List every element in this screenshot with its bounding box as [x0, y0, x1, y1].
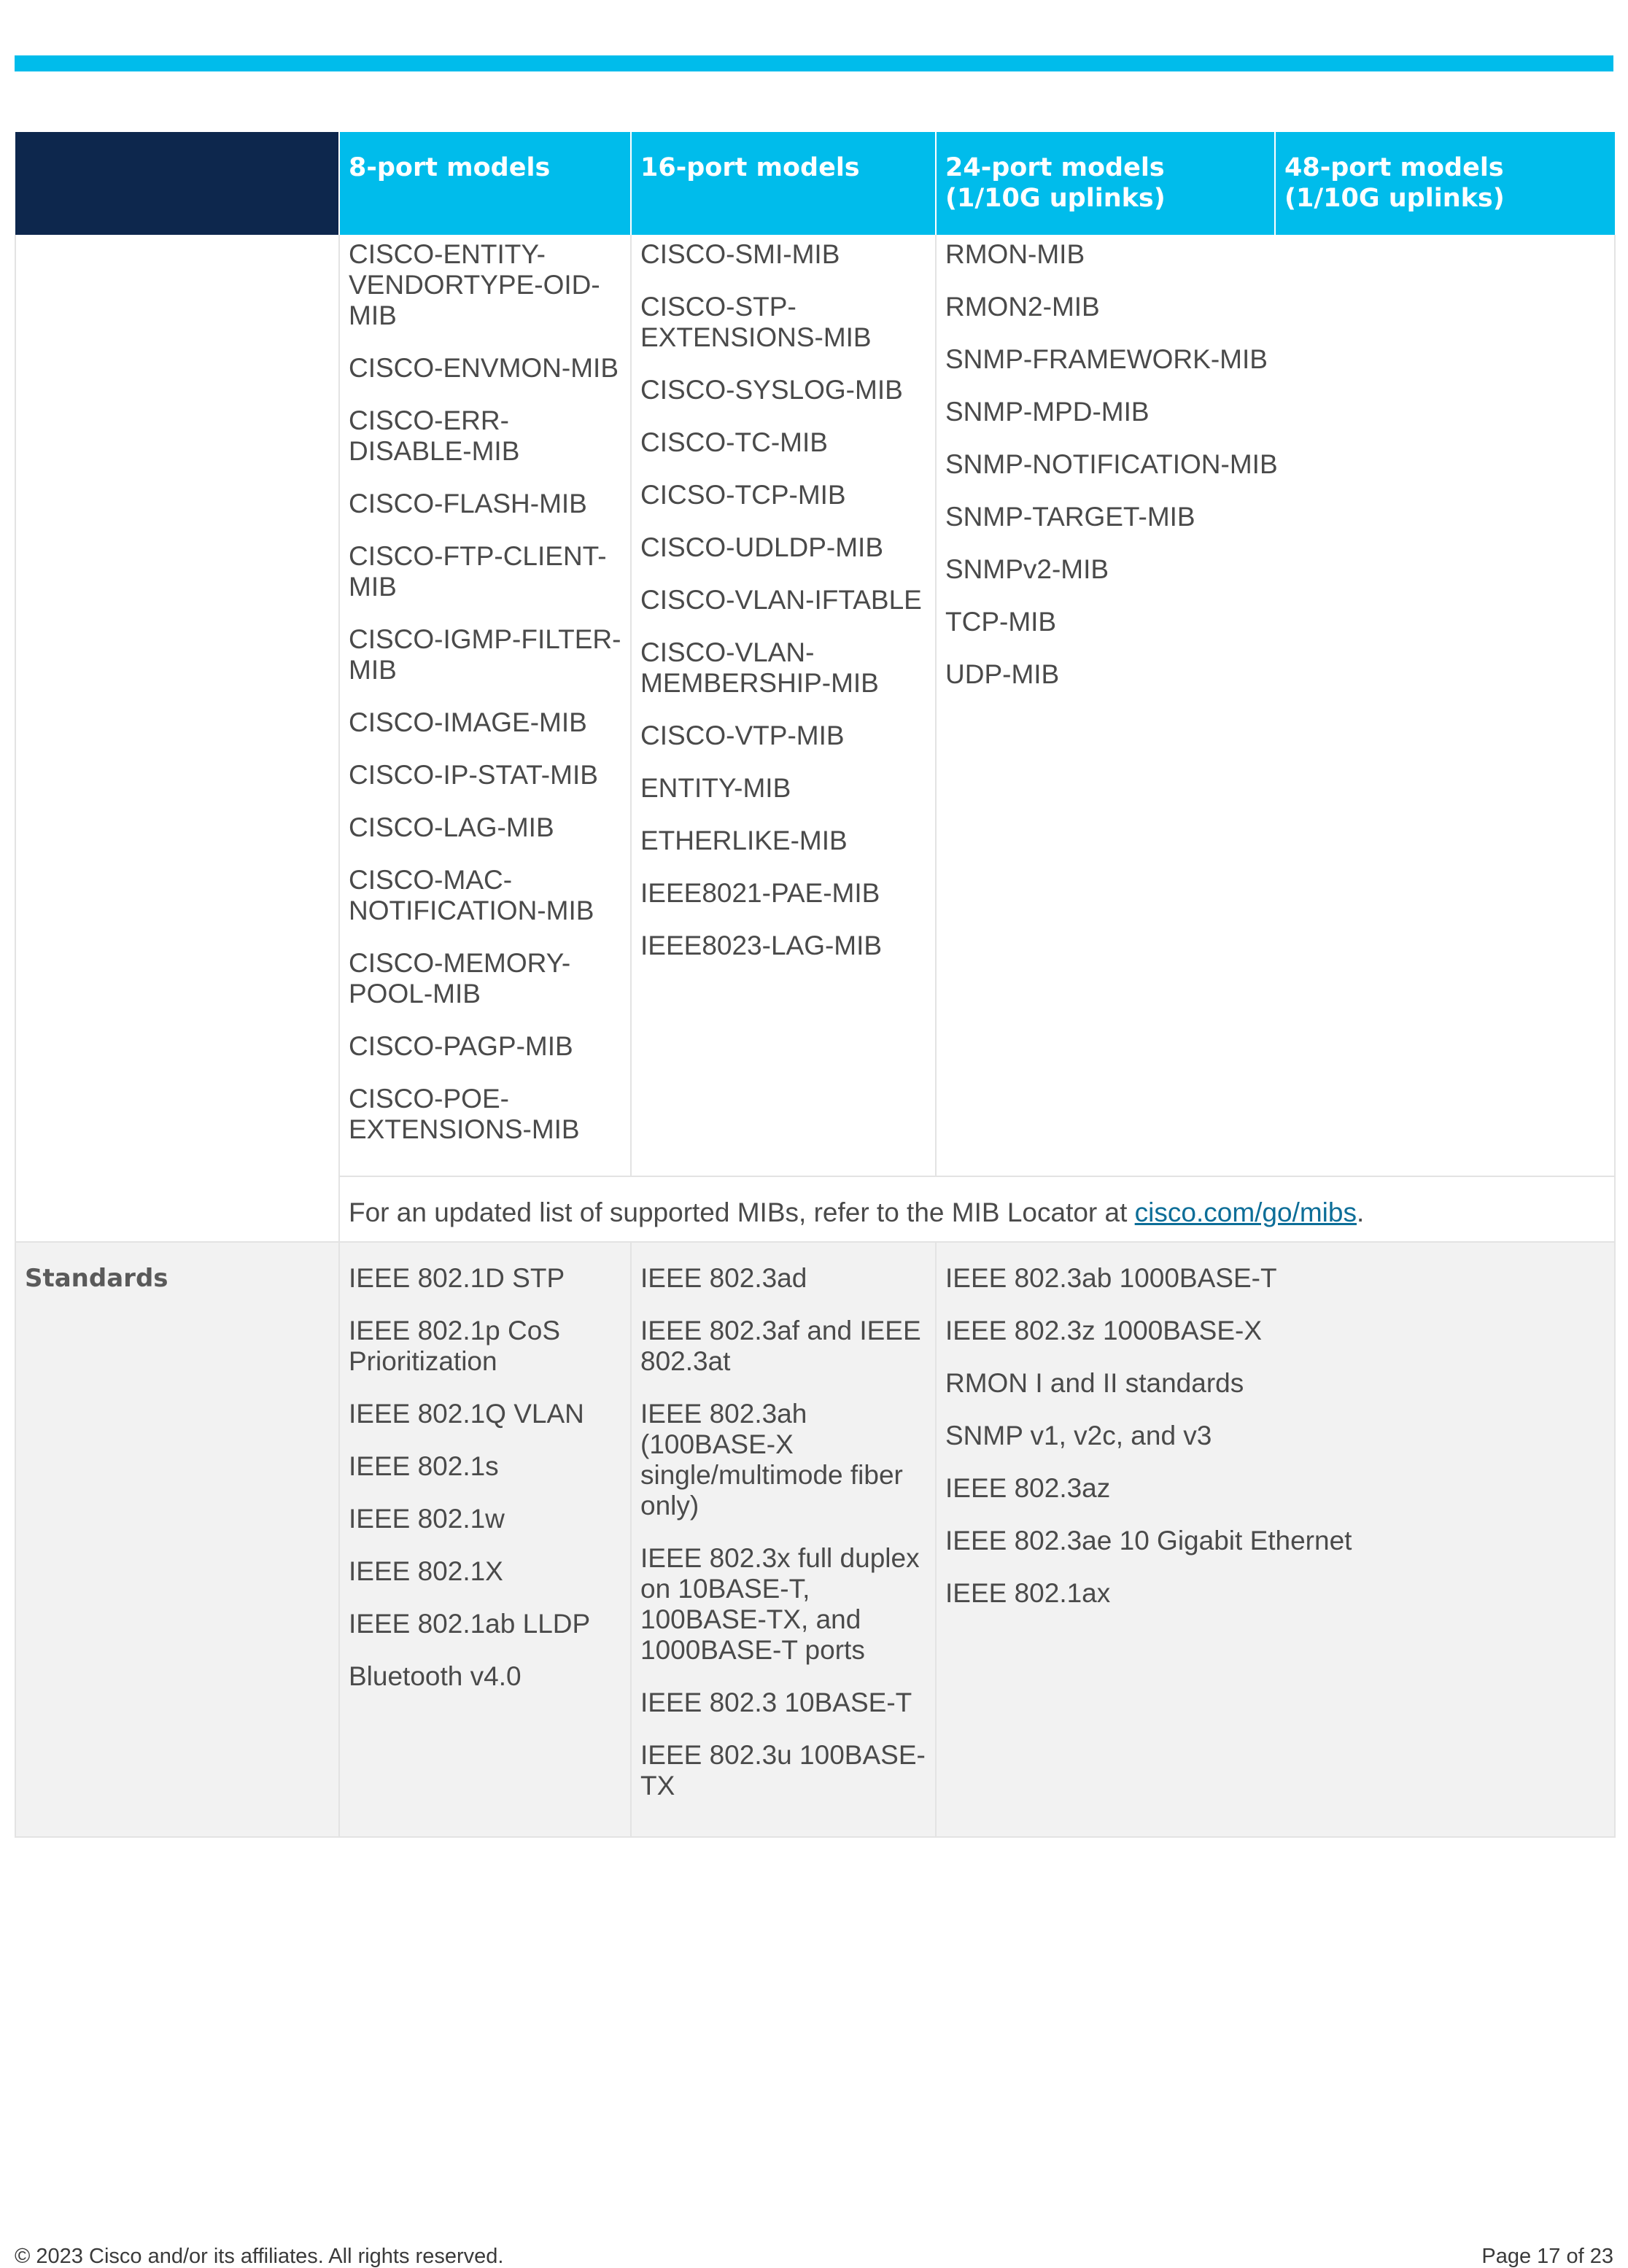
standard-item: IEEE 802.3az	[945, 1473, 1111, 1503]
mib-item: ENTITY-MIB	[640, 773, 791, 803]
header-8-port: 8-port models	[339, 132, 631, 235]
mib-list-24-48	[945, 239, 1605, 690]
standard-item: IEEE 802.3af and IEEE 802.3at	[640, 1316, 921, 1376]
mib-item: CISCO-STP-EXTENSIONS-MIB	[640, 292, 872, 352]
mib-item: UDP-MIB	[945, 659, 1060, 689]
mib-item: CISCO-ENTITY-VENDORTYPE-OID-MIB	[349, 239, 600, 330]
standard-item: SNMP v1, v2c, and v3	[945, 1421, 1212, 1450]
standards-row	[15, 1242, 1615, 1837]
standard-item: IEEE 802.3u 100BASE-TX	[640, 1740, 926, 1801]
header-corner	[15, 132, 339, 235]
header-24-line2: (1/10G uplinks)	[945, 184, 1166, 213]
mib-item: RMON-MIB	[945, 239, 1085, 269]
mib-item: RMON2-MIB	[945, 292, 1100, 322]
standard-item: IEEE 802.3ah (100BASE-X single/multimode fiber only)	[640, 1399, 903, 1521]
header-48-line1: 48-port models	[1284, 153, 1504, 182]
mib-item: SNMP-NOTIFICATION-MIB	[945, 449, 1278, 479]
top-accent-bar	[15, 55, 1613, 71]
mib-item: CISCO-PAGP-MIB	[349, 1031, 573, 1061]
mib-note	[339, 1176, 1615, 1242]
mib-locator-link[interactable]: cisco.com/go/mibs	[1134, 1197, 1357, 1227]
mib-item: SNMP-MPD-MIB	[945, 397, 1150, 427]
header-24-line1: 24-port models	[945, 153, 1165, 182]
mib-item: TCP-MIB	[945, 607, 1057, 637]
mib-item: CICSO-TCP-MIB	[640, 480, 846, 510]
footer-page-number: Page 17 of 23	[1481, 2245, 1613, 2268]
standards-row-label: Standards	[15, 1242, 339, 1837]
mib-item: CISCO-ERR-DISABLE-MIB	[349, 405, 520, 466]
mib-col-8	[339, 235, 631, 1176]
standard-item: IEEE 802.3ad	[640, 1263, 807, 1293]
mib-col-16	[631, 235, 936, 1176]
mib-item: CISCO-MAC-NOTIFICATION-MIB	[349, 865, 594, 925]
standards-list-24-48	[945, 1263, 1605, 1609]
standards-col-8	[339, 1242, 631, 1837]
mib-item: CISCO-SMI-MIB	[640, 239, 840, 269]
mib-item: CISCO-IMAGE-MIB	[349, 707, 587, 737]
mib-row	[15, 235, 1615, 1176]
standard-item: IEEE 802.3z 1000BASE-X	[945, 1316, 1262, 1345]
standard-item: IEEE 802.1s	[349, 1451, 499, 1481]
header-48-line2: (1/10G uplinks)	[1284, 184, 1505, 213]
mib-col-24-48	[936, 235, 1615, 1176]
mib-item: CISCO-LAG-MIB	[349, 812, 554, 842]
mib-item: SNMP-FRAMEWORK-MIB	[945, 344, 1268, 374]
mib-item: IEEE8021-PAE-MIB	[640, 878, 880, 908]
mib-item: CISCO-MEMORY-POOL-MIB	[349, 948, 571, 1009]
standard-item: RMON I and II standards	[945, 1368, 1244, 1398]
mib-item: CISCO-POE-EXTENSIONS-MIB	[349, 1084, 580, 1144]
mib-item: CISCO-IGMP-FILTER-MIB	[349, 624, 621, 685]
mib-item: CISCO-FTP-CLIENT-MIB	[349, 541, 607, 602]
standard-item: IEEE 802.1D STP	[349, 1263, 565, 1293]
header-16-port: 16-port models	[631, 132, 936, 235]
mib-item: CISCO-UDLDP-MIB	[640, 532, 884, 562]
header-24-port	[936, 132, 1275, 235]
standard-item: IEEE 802.3ab 1000BASE-T	[945, 1263, 1277, 1293]
mib-item: CISCO-ENVMON-MIB	[349, 353, 619, 383]
table-header-row	[15, 132, 1615, 235]
standard-item: IEEE 802.3 10BASE-T	[640, 1688, 912, 1717]
mib-item: SNMPv2-MIB	[945, 554, 1109, 584]
mib-list-8	[349, 239, 621, 1145]
mib-item: CISCO-SYSLOG-MIB	[640, 375, 903, 405]
standard-item: IEEE 802.3x full duplex on 10BASE-T, 100BASE-TX, and 1000BASE-T ports	[640, 1543, 920, 1665]
header-48-port	[1275, 132, 1615, 235]
standard-item: IEEE 802.1ab LLDP	[349, 1609, 591, 1639]
mib-item: IEEE8023-LAG-MIB	[640, 931, 883, 960]
standard-item: IEEE 802.1ax	[945, 1578, 1111, 1608]
standards-list-8	[349, 1263, 621, 1692]
mib-item: CISCO-TC-MIB	[640, 427, 828, 457]
standards-list-16	[640, 1263, 926, 1801]
mib-item: CISCO-VLAN-IFTABLE	[640, 585, 922, 615]
mib-note-text: For an updated list of supported MIBs, refer to the MIB Locator at	[349, 1197, 1135, 1227]
mib-item: ETHERLIKE-MIB	[640, 826, 848, 855]
standard-item: IEEE 802.3ae 10 Gigabit Ethernet	[945, 1526, 1352, 1556]
mib-note-suffix: .	[1356, 1197, 1365, 1227]
mib-row-label	[15, 235, 339, 1242]
standard-item: IEEE 802.1w	[349, 1504, 505, 1534]
mib-item: CISCO-VTP-MIB	[640, 721, 845, 750]
standard-item: IEEE 802.1X	[349, 1556, 503, 1586]
standard-item: IEEE 802.1p CoS Prioritization	[349, 1316, 561, 1376]
standard-item: Bluetooth v4.0	[349, 1661, 522, 1691]
mib-item: CISCO-VLAN-MEMBERSHIP-MIB	[640, 637, 879, 698]
mib-list-16	[640, 239, 926, 961]
mib-item: CISCO-FLASH-MIB	[349, 489, 587, 519]
mib-item: CISCO-IP-STAT-MIB	[349, 760, 598, 790]
footer-copyright: © 2023 Cisco and/or its affiliates. All rights reserved.	[15, 2245, 504, 2268]
standards-col-16	[631, 1242, 936, 1837]
spec-table	[15, 132, 1616, 1838]
mib-item: SNMP-TARGET-MIB	[945, 502, 1195, 532]
standards-col-24-48	[936, 1242, 1615, 1837]
standard-item: IEEE 802.1Q VLAN	[349, 1399, 584, 1429]
